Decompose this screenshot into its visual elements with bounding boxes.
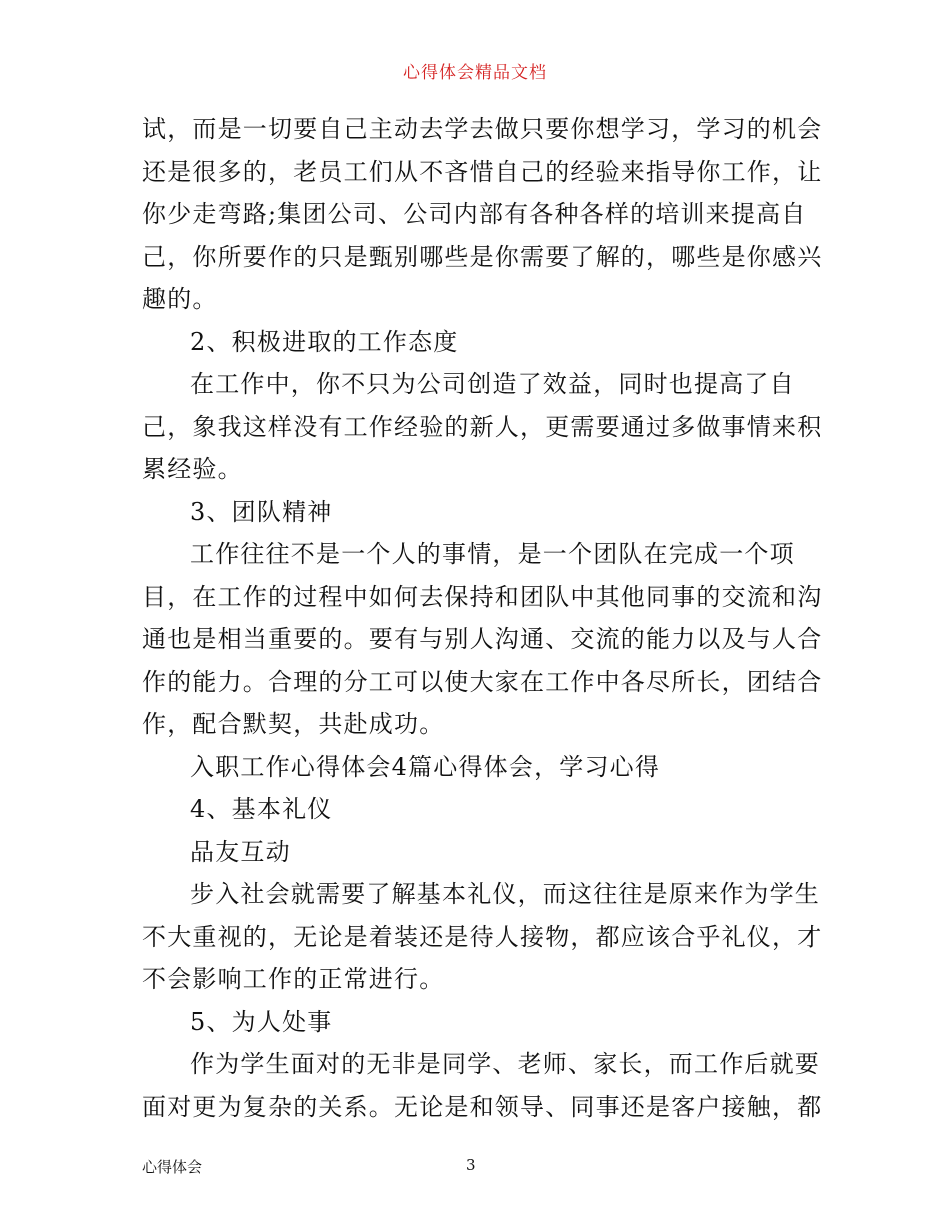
text-line: 作为学生面对的无非是同学、老师、家长，而工作后就要: [190, 1050, 820, 1078]
text-line: 步入社会就需要了解基本礼仪，而这往往是原来作为学生: [190, 880, 820, 908]
text-line: 累经验。: [142, 455, 243, 483]
text-line: 入职工作心得体会4篇心得体会，学习心得: [190, 752, 661, 781]
footer-label: 心得体会: [142, 1158, 203, 1176]
text-line: 在工作中，你不只为公司创造了效益，同时也提高了自: [190, 370, 795, 398]
page-number: 3: [466, 1156, 476, 1174]
text-line: 不大重视的，无论是着装还是待人接物，都应该合乎礼仪，才: [142, 922, 823, 951]
text-line: 5、为人处事: [190, 1007, 333, 1036]
text-line: 还是很多的，老员工们从不吝惜自己的经验来指导你工作，让: [142, 157, 823, 186]
text-line: 通也是相当重要的。要有与别人沟通、交流的能力以及与人合: [142, 625, 823, 653]
document-body: [142, 108, 823, 1128]
text-line: 4、基本礼仪: [190, 795, 333, 823]
text-line: 2、积极进取的工作态度: [190, 327, 459, 356]
text-line: 不会影响工作的正常进行。: [142, 965, 445, 993]
text-line: 作的能力。合理的分工可以使大家在工作中各尽所长，团结合: [142, 667, 823, 696]
text-line: 趣的。: [142, 285, 218, 313]
text-line: 己，你所要作的只是甄别哪些是你需要了解的，哪些是你感兴: [142, 242, 823, 271]
text-line: 你少走弯路;集团公司、公司内部有各种各样的培训来提高自: [142, 200, 807, 228]
text-line: 己，象我这样没有工作经验的新人，更需要通过多做事情来积: [142, 412, 823, 441]
text-line: 品友互动: [190, 837, 291, 866]
text-line: 试，而是一切要自己主动去学去做只要你想学习，学习的机会: [142, 115, 823, 143]
text-line: 作，配合默契，共赴成功。: [142, 710, 445, 738]
text-line: 面对更为复杂的关系。无论是和领导、同事还是客户接触，都: [142, 1092, 823, 1121]
text-line: 3、团队精神: [190, 497, 333, 526]
page-header-title: 心得体会精品文档: [403, 63, 547, 83]
text-line: 工作往往不是一个人的事情，是一个团队在完成一个项: [190, 540, 795, 568]
text-line: 目，在工作的过程中如何去保持和团队中其他同事的交流和沟: [142, 582, 823, 611]
